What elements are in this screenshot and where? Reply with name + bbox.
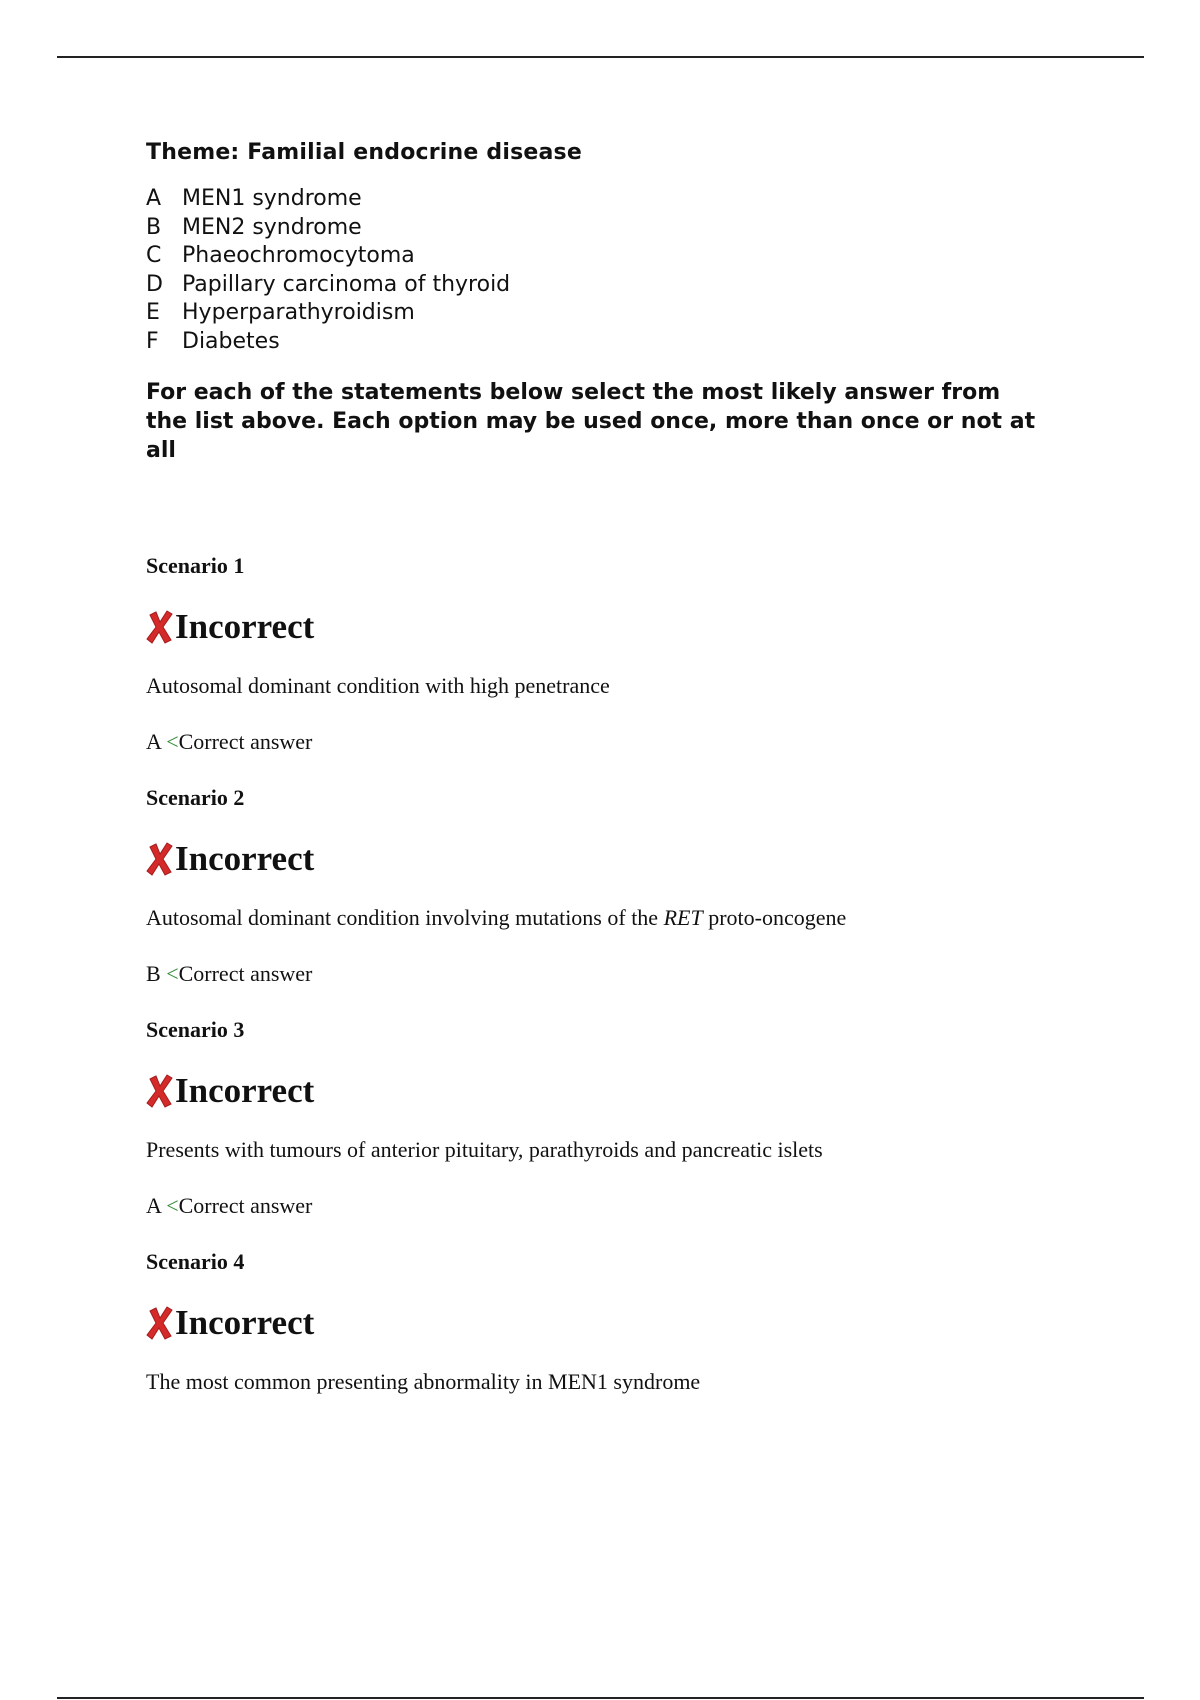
option-letter: A — [146, 186, 162, 211]
instructions: For each of the statements below select the most likely answer from the list above. Each option may be used once, more than once or not at all — [146, 380, 1036, 463]
scenario-label: Scenario 4 — [146, 1249, 245, 1274]
option-item — [146, 299, 1106, 328]
answer-text: Correct answer — [178, 729, 313, 754]
cross-icon — [146, 609, 174, 645]
answer-text: Correct answer — [178, 1193, 313, 1218]
scenario-statement: Presents with tumours of anterior pituitary, parathyroids and pancreatic islets — [146, 1137, 823, 1162]
option-letter: B — [146, 214, 162, 240]
answer-text: Correct answer — [178, 961, 313, 986]
scenario-label: Scenario 2 — [146, 785, 245, 810]
answer-line — [146, 1193, 1106, 1219]
option-item — [146, 328, 1106, 357]
option-text: Hyperparathyroidism — [182, 300, 415, 325]
result-row — [146, 1071, 1106, 1111]
option-text: MEN2 syndrome — [182, 214, 362, 240]
scenario-1 — [146, 553, 1106, 755]
option-text: Papillary carcinoma of thyroid — [182, 271, 511, 297]
option-item — [146, 214, 1106, 243]
statement-gene: RET — [663, 905, 703, 930]
result-row — [146, 839, 1106, 879]
scenario-4 — [146, 1249, 1106, 1395]
cross-icon — [146, 1073, 174, 1109]
scenario-3 — [146, 1017, 1106, 1219]
bottom-rule — [57, 1697, 1144, 1699]
statement-part: Autosomal dominant condition involving mutations of the — [146, 905, 664, 930]
cross-icon — [146, 1305, 174, 1341]
option-item — [146, 185, 1106, 214]
top-rule — [57, 56, 1144, 58]
scenario-statement: The most common presenting abnormality in MEN1 syndrome — [146, 1369, 701, 1394]
answer-letter: A — [146, 729, 161, 754]
answer-marker: < — [166, 961, 179, 986]
answer-marker: < — [166, 1193, 179, 1218]
option-text: MEN1 syndrome — [182, 186, 362, 211]
scenario-label: Scenario 1 — [146, 553, 245, 578]
option-letter: D — [146, 271, 163, 297]
scenario-statement: Autosomal dominant condition with high penetrance — [146, 673, 610, 698]
cross-icon — [146, 841, 174, 877]
answer-letter: A — [146, 1193, 161, 1218]
result-text: Incorrect — [175, 1071, 315, 1110]
answer-letter: B — [146, 961, 161, 986]
question-document — [146, 140, 1106, 1395]
result-row — [146, 607, 1106, 647]
answer-marker: < — [166, 729, 179, 754]
result-text: Incorrect — [175, 839, 315, 878]
result-text: Incorrect — [175, 1303, 315, 1342]
option-item — [146, 242, 1106, 271]
result-row — [146, 1303, 1106, 1343]
option-letter: C — [146, 243, 162, 268]
option-list — [146, 185, 1106, 356]
option-text: Diabetes — [182, 328, 280, 354]
theme-heading: Theme: Familial endocrine disease — [146, 140, 582, 165]
statement-part: proto-oncogene — [702, 905, 847, 930]
option-item — [146, 271, 1106, 300]
option-text: Phaeochromocytoma — [182, 243, 415, 268]
scenario-label: Scenario 3 — [146, 1017, 245, 1042]
result-text: Incorrect — [175, 607, 315, 646]
option-letter: E — [146, 300, 160, 325]
answer-line — [146, 961, 1106, 987]
scenario-2 — [146, 785, 1106, 987]
scenario-statement — [146, 905, 1106, 931]
answer-line — [146, 729, 1106, 755]
option-letter: F — [146, 328, 159, 354]
